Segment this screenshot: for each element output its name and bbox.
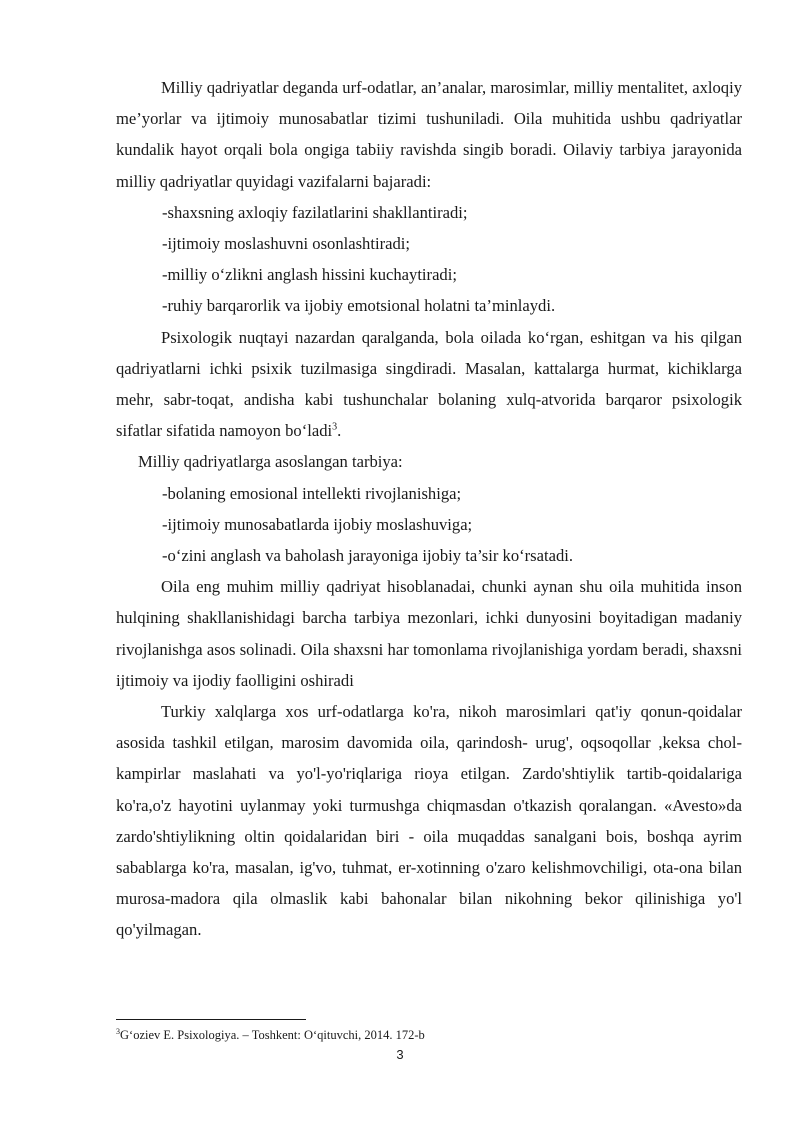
page-number: 3: [396, 1047, 404, 1062]
paragraph-psixologik: [116, 322, 742, 447]
paragraph-turkiy-xalqlar: Turkiy xalqlarga xos urf-odatlarga ko'ra, nikoh marosimlari qat'iy qonun-qoidalar asosida tashkil etilgan, marosim davomida oila, qarindosh- urug', oqsoqollar ,keksa chol-kampirlar maslahati va yo'l-yo'riqlariga rioya etilgan. Zardo'shtiylik tartib-qoidalariga ko'ra,o'z hayotini uylanmay yoki turmushga chiqmasdan o'tkazish qoralangan. «Avesto»da zardo'shtiylikning oltin qoidalaridan biri - oila muqaddas sanalgani bois, boshqa ayrim sabablarga ko'ra, masalan, ig'vo, tuhmat, er-xotinning o'zaro kelishmovchiligi, ota-ona bilan murosa-madora qila olmaslik kabi bahonalar bilan nikohning bekor qilinishiga yo'l qo'yilmagan.: [116, 702, 742, 940]
list-item: -o‘zini anglash va baholash jarayoniga ijobiy ta’sir ko‘rsatadi.: [162, 546, 574, 566]
list-item: -ruhiy barqarorlik va ijobiy emotsional holatni ta’minlaydi.: [162, 296, 556, 316]
list-item: -milliy o‘zlikni anglash hissini kuchaytiradi;: [162, 265, 457, 285]
list-item: -bolaning emosional intellekti rivojlanishiga;: [162, 483, 462, 503]
body-text: [116, 72, 742, 946]
paragraph-text: Psixologik nuqtayi nazardan qaralganda, bola oilada ko‘rgan, eshitgan va his qilgan qadriyatlarni ichki psixik tuzilmasiga singdiradi. Masalan, kattalarga hurmat, kichiklarga mehr, sabr-toqat, andisha kabi tushunchalar bolaning xulq-atvorida barqaror psixologik sifatlar sifatida namoyon bo‘ladi: [116, 327, 742, 441]
paragraph-oila: Oila eng muhim milliy qadriyat hisoblanadai, chunki aynan shu oila muhitida inson hulqining shakllanishidagi barcha tarbiya mezonlari, ichki dunyosini boyitadigan madaniy rivojlanishga asos solinadi. Oila shaxsni har tomonlama rivojlanishiga yordam beradi, shaxsni ijtimoiy va ijodiy faolligini oshiradi: [116, 577, 742, 690]
list-item: -shaxsning axloqiy fazilatlarini shakllantiradi;: [162, 202, 468, 222]
paragraph-milliy-qadriyatlar: Milliy qadriyatlar deganda urf-odatlar, an’analar, marosimlar, milliy mentalitet, axloqiy me’yorlar va ijtimoiy munosabatlar tizimi tushuniladi. Oila muhitida ushbu qadriyatlar kundalik hayot orqali bola ongiga tabiiy ravishda singib boradi. Oilaviy tarbiya jarayonida milliy qadriyatlar quyidagi vazifalarni bajaradi:: [116, 78, 742, 191]
footnote-reference[interactable]: 3: [332, 421, 338, 433]
footnote-separator: [116, 1019, 306, 1020]
list-item: -ijtimoiy munosabatlarda ijobiy moslashuviga;: [162, 514, 473, 534]
list-lead: Milliy qadriyatlarga asoslangan tarbiya:: [138, 452, 403, 472]
paragraph-end: .: [337, 421, 342, 441]
list-item: -ijtimoiy moslashuvni osonlashtiradi;: [162, 234, 410, 254]
footnote-text: G‘oziev E. Psixologiya. – Toshkent: O‘qituvchi, 2014. 172-b: [120, 1028, 425, 1042]
footnote: [116, 1027, 616, 1043]
footnote-number: 3: [116, 1026, 120, 1036]
